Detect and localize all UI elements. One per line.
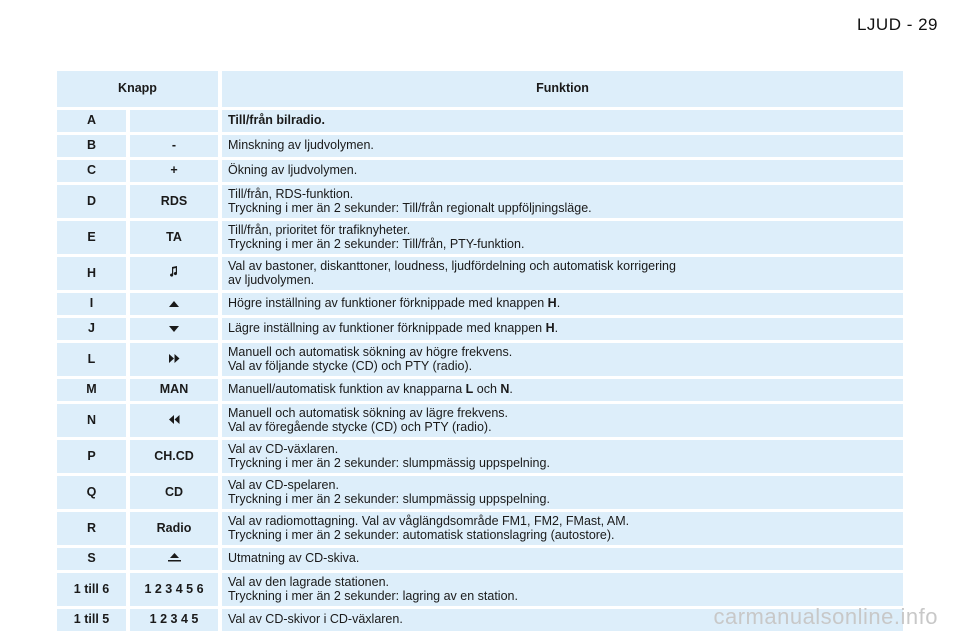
row-function xyxy=(222,512,903,545)
row-key: Q xyxy=(57,476,130,509)
row-key: 1 till 5 xyxy=(57,609,130,631)
function-line: Till/från bilradio. xyxy=(228,113,326,128)
function-line: Ökning av ljudvolymen. xyxy=(228,163,358,178)
function-line: Manuell/automatisk funktion av knapparna L och N. xyxy=(228,382,513,397)
table-row xyxy=(57,293,903,315)
function-line: Högre inställning av funktioner förknippade med knappen H. xyxy=(228,296,561,311)
header-funktion: Funktion xyxy=(222,71,903,107)
row-function xyxy=(222,110,903,132)
function-line: Val av CD-växlaren. xyxy=(228,442,339,456)
table-row xyxy=(57,185,903,218)
table-row xyxy=(57,318,903,340)
function-line: Val av CD-spelaren. xyxy=(228,478,339,492)
row-symbol: - xyxy=(130,135,222,157)
table-row xyxy=(57,160,903,182)
arrow-up-icon xyxy=(169,297,179,311)
row-key: D xyxy=(57,185,130,218)
music-note-icon xyxy=(169,266,179,281)
row-key: E xyxy=(57,221,130,254)
table-row xyxy=(57,135,903,157)
row-symbol: CD xyxy=(130,476,222,509)
arrow-down-icon xyxy=(169,322,179,336)
function-line: Val av den lagrade stationen. xyxy=(228,575,389,589)
function-line: av ljudvolymen. xyxy=(228,272,315,287)
row-key: J xyxy=(57,318,130,340)
table-row xyxy=(57,476,903,509)
table-row xyxy=(57,548,903,570)
function-line: Till/från, prioritet för trafiknyheter. xyxy=(228,223,411,237)
row-symbol xyxy=(130,293,222,315)
header-knapp: Knapp xyxy=(57,71,222,107)
row-key: C xyxy=(57,160,130,182)
row-key: P xyxy=(57,440,130,473)
table-row xyxy=(57,512,903,545)
row-function xyxy=(222,135,903,157)
row-function xyxy=(222,548,903,570)
table-row xyxy=(57,404,903,437)
function-line: Minskning av ljudvolymen. xyxy=(228,138,374,153)
table-row xyxy=(57,110,903,132)
function-line: Val av bastoner, diskanttoner, loudness, ljudfördelning och automatisk korrigering xyxy=(228,259,676,273)
row-symbol xyxy=(130,548,222,570)
row-function xyxy=(222,293,903,315)
row-symbol: CH.CD xyxy=(130,440,222,473)
function-line: Utmatning av CD-skiva. xyxy=(228,551,360,566)
function-line: Val av CD-skivor i CD-växlaren. xyxy=(228,612,403,627)
table-row xyxy=(57,257,903,290)
function-line: Lägre inställning av funktioner förknippade med knappen H. xyxy=(228,321,559,336)
row-symbol: RDS xyxy=(130,185,222,218)
function-line: Manuell och automatisk sökning av högre frekvens. xyxy=(228,345,513,359)
function-line: Manuell och automatisk sökning av lägre frekvens. xyxy=(228,406,509,420)
row-key: S xyxy=(57,548,130,570)
function-line: Val av följande stycke (CD) och PTY (radio). xyxy=(228,358,473,373)
row-function xyxy=(222,160,903,182)
row-symbol: TA xyxy=(130,221,222,254)
table-row xyxy=(57,573,903,606)
function-line: Tryckning i mer än 2 sekunder: automatisk stationslagring (autostore). xyxy=(228,527,615,542)
table-row xyxy=(57,343,903,376)
row-key: M xyxy=(57,379,130,401)
row-function xyxy=(222,343,903,376)
row-key: A xyxy=(57,110,130,132)
row-key: 1 till 6 xyxy=(57,573,130,606)
row-symbol xyxy=(130,404,222,437)
function-line: Val av föregående stycke (CD) och PTY (radio). xyxy=(228,419,492,434)
row-key: R xyxy=(57,512,130,545)
row-symbol: 1 2 3 4 5 xyxy=(130,609,222,631)
function-line: Tryckning i mer än 2 sekunder: slumpmässig uppspelning. xyxy=(228,455,550,470)
row-key: L xyxy=(57,343,130,376)
row-function xyxy=(222,476,903,509)
function-line: Tryckning i mer än 2 sekunder: lagring av en station. xyxy=(228,588,518,603)
button-function-table xyxy=(57,68,903,634)
table-row xyxy=(57,379,903,401)
function-line: Tryckning i mer än 2 sekunder: slumpmässig uppspelning. xyxy=(228,491,550,506)
seek-forward-icon xyxy=(169,353,180,367)
row-symbol: 1 2 3 4 5 6 xyxy=(130,573,222,606)
row-key: B xyxy=(57,135,130,157)
function-line: Till/från, RDS-funktion. xyxy=(228,187,354,201)
seek-back-icon xyxy=(169,414,180,428)
row-function xyxy=(222,379,903,401)
row-symbol xyxy=(130,257,222,290)
row-function xyxy=(222,221,903,254)
row-symbol xyxy=(130,110,222,132)
row-symbol: MAN xyxy=(130,379,222,401)
eject-icon xyxy=(168,552,181,566)
row-key: H xyxy=(57,257,130,290)
watermark: carmanualsonline.info xyxy=(713,604,938,629)
row-function xyxy=(222,318,903,340)
table-row xyxy=(57,221,903,254)
function-line: Val av radiomottagning. Val av våglängdsområde FM1, FM2, FMast, AM. xyxy=(228,514,630,528)
page-header: LJUD - 29 xyxy=(856,15,938,34)
row-function xyxy=(222,404,903,437)
row-function xyxy=(222,440,903,473)
row-function xyxy=(222,257,903,290)
row-function xyxy=(222,573,903,606)
row-key: I xyxy=(57,293,130,315)
table-header-row xyxy=(57,71,903,107)
row-symbol xyxy=(130,343,222,376)
function-line: Tryckning i mer än 2 sekunder: Till/från regionalt uppföljningsläge. xyxy=(228,200,592,215)
row-symbol: Radio xyxy=(130,512,222,545)
row-key: N xyxy=(57,404,130,437)
row-symbol: + xyxy=(130,160,222,182)
function-line: Tryckning i mer än 2 sekunder: Till/från, PTY-funktion. xyxy=(228,236,525,251)
row-symbol xyxy=(130,318,222,340)
table-row xyxy=(57,440,903,473)
row-function xyxy=(222,185,903,218)
